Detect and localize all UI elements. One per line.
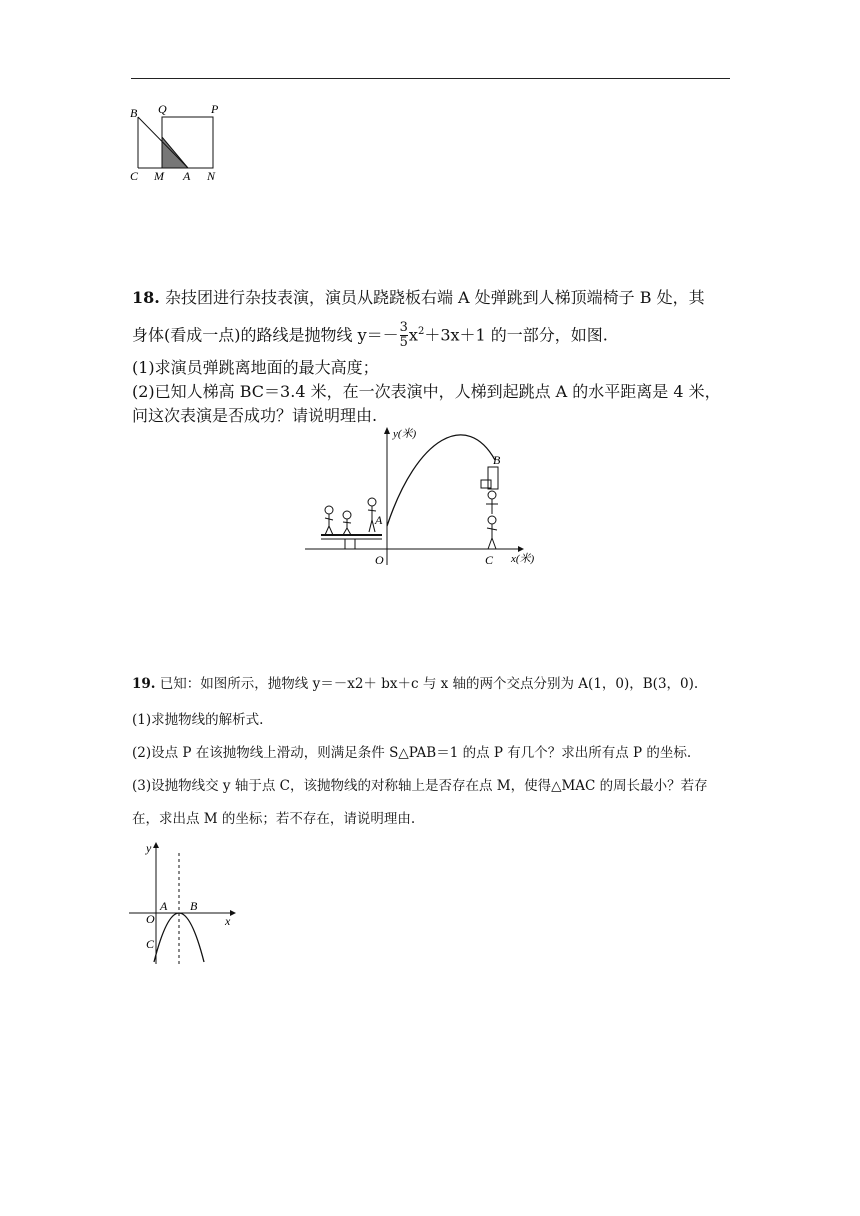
q19-part3b: 在，求出点 M 的坐标；若不存在，请说明理由. (132, 811, 416, 827)
y-label: y (146, 841, 152, 855)
figure-17-rectangle-diagram (125, 100, 235, 185)
q19-number: 19. (132, 676, 156, 692)
top-rule (131, 78, 730, 79)
q18-part1: (1)求演员弹跳离地面的最大高度； (132, 358, 379, 377)
q18-part2b: 问这次表演是否成功？请说明理由. (132, 406, 378, 425)
q19-part1: (1)求抛物线的解析式. (132, 712, 264, 728)
label-A: A (183, 169, 191, 183)
label-N: N (207, 169, 216, 183)
point-A-label: A (375, 513, 383, 527)
q18-line2: 身体(看成一点)的路线是抛物线 y＝－ $\frac{3}{5}$ $x^2+3x+1$ 的一部分，如图. (132, 320, 608, 351)
point-B-label: B (190, 899, 198, 913)
q18-line1: 18. 杂技团进行杂技表演，演员从跷跷板右端 A 处弹跳到人梯顶端椅子 B 处，其 (132, 288, 705, 307)
x-axis-label: x(米) (511, 553, 535, 565)
point-B-label: B (493, 453, 501, 467)
origin-label: O (146, 912, 155, 926)
point-A-label: A (160, 899, 168, 913)
origin-label: O (375, 553, 384, 567)
y-axis-label: y(米) (393, 428, 417, 440)
label-B: B (130, 106, 138, 120)
q19-part2: (2)设点 P 在该抛物线上滑动，则满足条件 S△PAB＝1 的点 P 有几个？求出所有点 P 的坐标. (132, 745, 692, 761)
q18-part2a: (2)已知人梯高 BC＝3.4 米，在一次表演中，人梯到起跳点 A 的水平距离是 4 米， (132, 382, 721, 401)
label-M: M (154, 169, 164, 183)
label-Q: Q (158, 102, 167, 116)
fraction-3-5: $\frac{3}{5}$ (399, 320, 408, 351)
q19-stem: 19. 已知：如图所示，抛物线 y＝－x2＋ bx＋c 与 x 轴的两个交点分别为 A(1，0)，B(3，0). (132, 676, 699, 692)
q18-number: 18. (132, 288, 160, 307)
figure-19-parabola-graph (126, 838, 241, 968)
point-C-label: C (146, 937, 155, 951)
point-C-label: C (485, 553, 494, 567)
label-P: P (211, 102, 219, 116)
q19-part3a: (3)设抛物线交 y 轴于点 C，该抛物线的对称轴上是否存在点 M，使得△MAC 的周长最小？若存 (132, 778, 708, 794)
label-C: C (130, 169, 139, 183)
x-label: x (225, 914, 231, 928)
figure-18-acrobat-parabola (305, 420, 560, 575)
